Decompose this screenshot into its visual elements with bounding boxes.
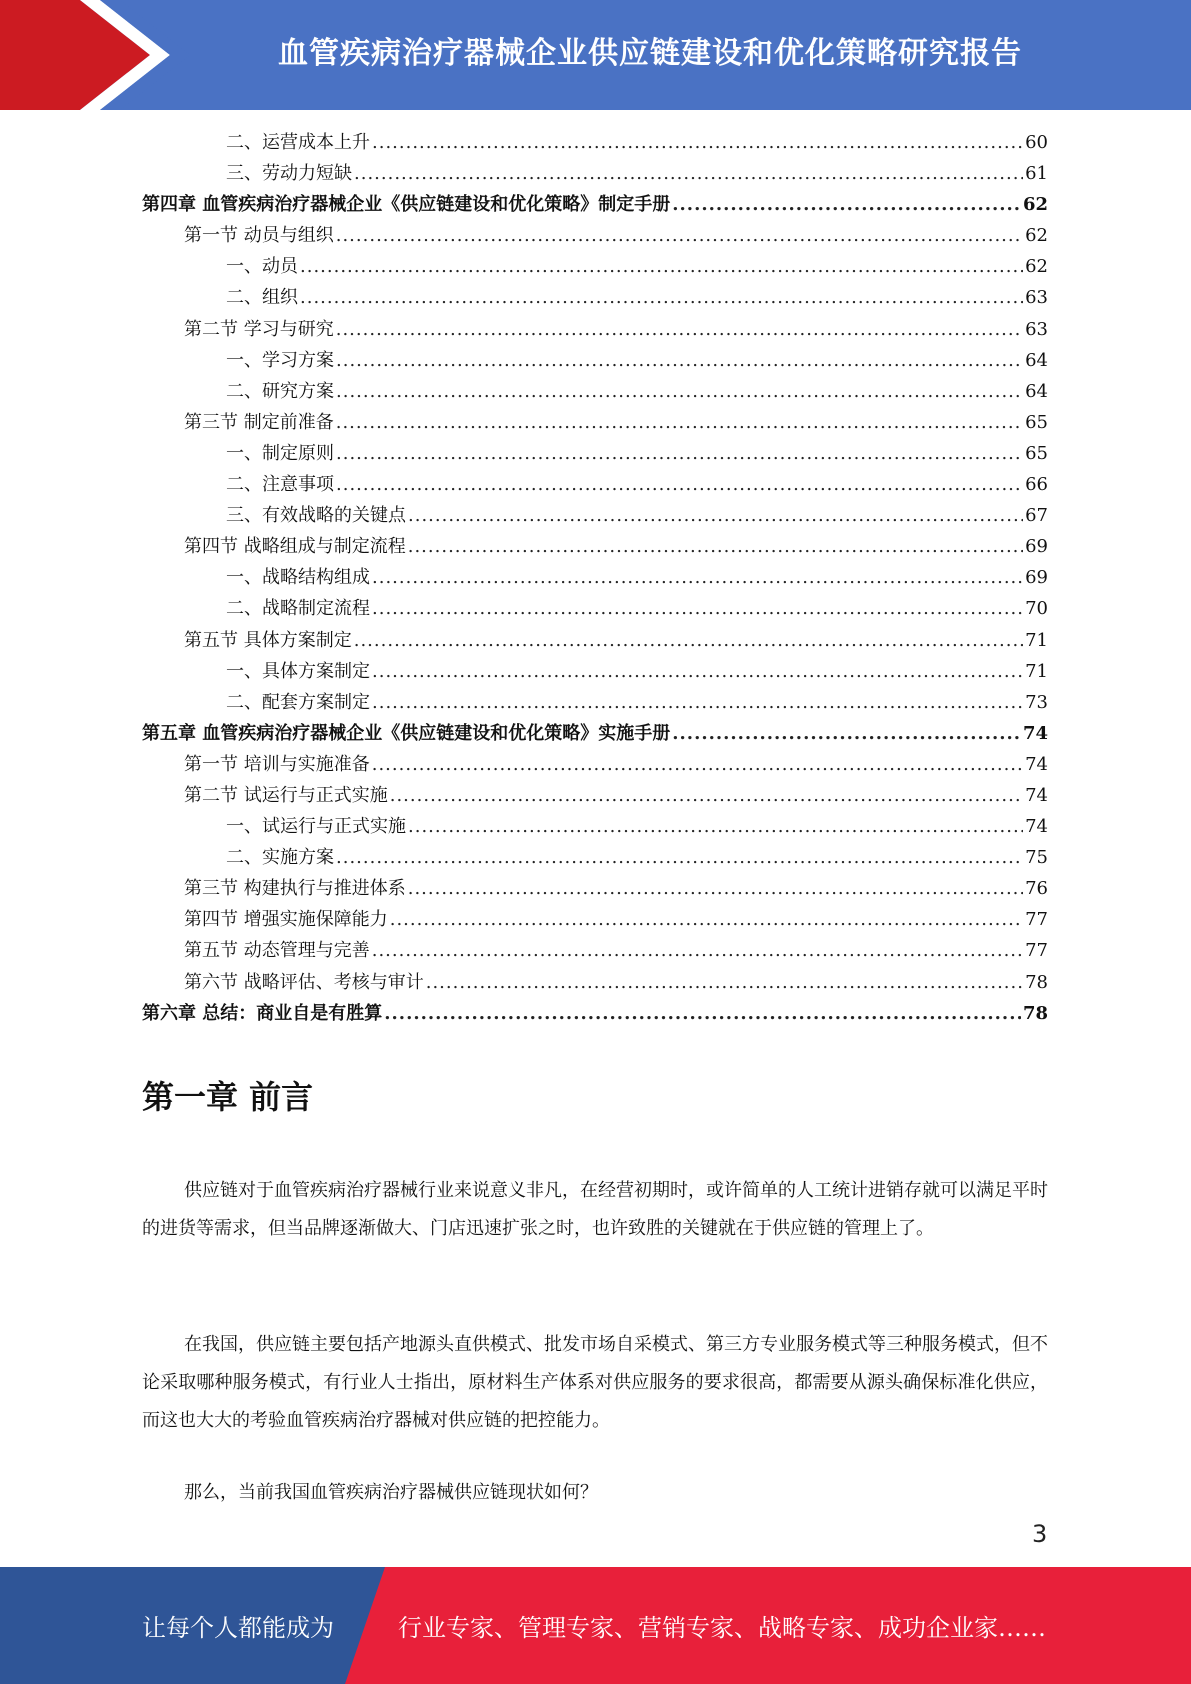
toc-entry[interactable] <box>142 377 1048 408</box>
toc-entry-page: 62 <box>1022 194 1048 216</box>
intro-paragraph-1: 供应链对于血管疾病治疗器械行业来说意义非凡，在经营初期时，或许简单的人工统计进销存就可以满足平时的进货等需求，但当品牌逐渐做大、门店迅速扩张之时，也许致胜的关键就在于供应链的管理上了。 <box>142 1180 1048 1239</box>
toc-entry-label: 第一节 培训与实施准备 <box>184 753 370 775</box>
toc-entry-label: 二、组织 <box>226 287 298 309</box>
toc-entry-page: 77 <box>1025 940 1048 962</box>
toc-entry-page: 75 <box>1025 847 1048 869</box>
toc-entry-page: 74 <box>1025 753 1048 775</box>
toc-entry-label: 第一节 动员与组织 <box>184 225 334 247</box>
toc-dot-leader <box>372 567 1023 588</box>
toc-dot-leader <box>672 194 1021 215</box>
toc-dot-leader <box>336 474 1023 495</box>
toc-entry-label: 第六节 战略评估、考核与审计 <box>184 971 424 993</box>
toc-entry-page: 64 <box>1025 349 1048 371</box>
toc-dot-leader <box>408 816 1023 837</box>
toc-entry-label: 第六章 总结：商业自是有胜算 <box>142 1002 383 1024</box>
toc-dot-leader <box>384 1003 1021 1024</box>
toc-dot-leader <box>408 505 1023 526</box>
toc-entry-label: 一、试运行与正式实施 <box>226 816 406 838</box>
toc-entry[interactable] <box>142 283 1048 314</box>
toc-entry[interactable] <box>142 750 1048 781</box>
toc-entry[interactable] <box>142 408 1048 439</box>
table-of-contents <box>142 128 1048 1030</box>
toc-entry[interactable] <box>142 781 1048 812</box>
toc-entry-label: 第五章 血管疾病治疗器械企业《供应链建设和优化策略》实施手册 <box>142 722 671 744</box>
toc-dot-leader <box>372 754 1023 775</box>
toc-entry-page: 70 <box>1025 598 1048 620</box>
toc-dot-leader <box>354 163 1023 184</box>
intro-paragraph-3: 那么，当前我国血管疾病治疗器械供应链现状如何？ <box>184 1482 598 1503</box>
toc-entry-label: 第三节 构建执行与推进体系 <box>184 878 406 900</box>
toc-entry[interactable] <box>142 470 1048 501</box>
toc-entry-page: 62 <box>1025 256 1048 278</box>
toc-dot-leader <box>372 132 1023 153</box>
toc-entry-label: 三、劳动力短缺 <box>226 163 352 185</box>
toc-entry[interactable] <box>142 221 1048 252</box>
toc-entry[interactable] <box>142 905 1048 936</box>
toc-entry-label: 二、战略制定流程 <box>226 598 370 620</box>
toc-entry-page: 63 <box>1025 287 1048 309</box>
toc-dot-leader <box>372 692 1023 713</box>
toc-dot-leader <box>390 785 1023 806</box>
toc-entry-label: 二、运营成本上升 <box>226 132 370 153</box>
toc-dot-leader <box>426 972 1023 993</box>
toc-dot-leader <box>390 909 1023 930</box>
toc-entry-label: 第四节 战略组成与制定流程 <box>184 536 406 558</box>
toc-dot-leader <box>372 598 1023 619</box>
toc-entry-page: 65 <box>1025 411 1048 433</box>
toc-dot-leader <box>300 287 1023 308</box>
toc-entry-label: 一、学习方案 <box>226 349 334 371</box>
toc-entry-page: 66 <box>1025 474 1048 496</box>
toc-dot-leader <box>408 536 1023 557</box>
toc-entry-label: 二、研究方案 <box>226 380 334 402</box>
page-number: 3 <box>1032 1520 1048 1548</box>
toc-entry-page: 71 <box>1025 660 1048 682</box>
toc-entry-page: 61 <box>1025 163 1048 185</box>
toc-entry[interactable] <box>142 346 1048 377</box>
toc-dot-leader <box>336 319 1023 340</box>
toc-entry-label: 第四章 血管疾病治疗器械企业《供应链建设和优化策略》制定手册 <box>142 194 671 216</box>
toc-entry-label: 第三节 制定前准备 <box>184 411 334 433</box>
toc-entry-label: 第四节 增强实施保障能力 <box>184 909 388 931</box>
toc-entry[interactable] <box>142 563 1048 594</box>
toc-entry-page: 64 <box>1025 380 1048 402</box>
toc-entry-label: 第五节 具体方案制定 <box>184 629 352 651</box>
toc-dot-leader <box>300 256 1023 277</box>
toc-entry[interactable] <box>142 594 1048 625</box>
footer-slogan-right: 行业专家、管理专家、营销专家、战略专家、成功企业家…… <box>398 1614 1046 1642</box>
toc-entry-page: 65 <box>1025 442 1048 464</box>
toc-entry[interactable] <box>142 968 1048 999</box>
toc-entry[interactable] <box>142 719 1048 750</box>
toc-entry[interactable] <box>142 999 1048 1030</box>
toc-entry-page: 74 <box>1022 722 1048 744</box>
toc-entry-label: 第五节 动态管理与完善 <box>184 940 370 962</box>
page-header <box>0 0 1191 110</box>
toc-entry-label: 一、制定原则 <box>226 442 334 464</box>
toc-dot-leader <box>336 412 1023 433</box>
toc-entry[interactable] <box>142 501 1048 532</box>
toc-entry[interactable] <box>142 936 1048 967</box>
toc-entry-page: 78 <box>1025 971 1048 993</box>
toc-dot-leader <box>372 940 1023 961</box>
toc-entry-page: 69 <box>1025 567 1048 589</box>
toc-dot-leader <box>672 723 1021 744</box>
toc-entry-label: 一、具体方案制定 <box>226 660 370 682</box>
toc-dot-leader <box>336 847 1023 868</box>
report-title: 血管疾病治疗器械企业供应链建设和优化策略研究报告 <box>278 36 1022 71</box>
toc-entry-label: 第二节 学习与研究 <box>184 318 334 340</box>
toc-entry-page: 73 <box>1025 691 1048 713</box>
toc-entry[interactable] <box>142 688 1048 719</box>
toc-entry[interactable] <box>142 439 1048 470</box>
toc-entry[interactable] <box>142 657 1048 688</box>
toc-entry-label: 一、动员 <box>226 256 298 278</box>
page-footer <box>0 1567 1191 1684</box>
toc-entry-label: 第二节 试运行与正式实施 <box>184 784 388 806</box>
toc-entry-page: 76 <box>1025 878 1048 900</box>
toc-entry[interactable] <box>142 315 1048 346</box>
toc-entry[interactable] <box>142 159 1048 190</box>
toc-entry[interactable] <box>142 190 1048 221</box>
toc-entry-page: 74 <box>1025 816 1048 838</box>
toc-dot-leader <box>372 661 1023 682</box>
toc-entry-label: 一、战略结构组成 <box>226 567 370 589</box>
toc-entry-page: 60 <box>1025 132 1048 153</box>
toc-entry-page: 62 <box>1025 225 1048 247</box>
toc-entry-page: 67 <box>1025 505 1048 527</box>
toc-entry-page: 63 <box>1025 318 1048 340</box>
toc-entry[interactable] <box>142 812 1048 843</box>
toc-entry[interactable] <box>142 874 1048 905</box>
toc-entry-label: 三、有效战略的关键点 <box>226 505 406 527</box>
toc-dot-leader <box>336 350 1023 371</box>
toc-dot-leader <box>336 381 1023 402</box>
toc-dot-leader <box>336 443 1023 464</box>
toc-entry-label: 二、实施方案 <box>226 847 334 869</box>
toc-entry[interactable] <box>142 626 1048 657</box>
intro-paragraph-2: 在我国，供应链主要包括产地源头直供模式、批发市场自采模式、第三方专业服务模式等三种服务模式，但不论采取哪种服务模式，有行业人士指出，原材料生产体系对供应服务的要求很高，都需要从源头确保标准化供应，而这也大大的考验血管疾病治疗器械对供应链的把控能力。 <box>142 1334 1048 1431</box>
toc-entry-label: 二、配套方案制定 <box>226 691 370 713</box>
toc-entry-page: 71 <box>1025 629 1048 651</box>
toc-entry[interactable] <box>142 532 1048 563</box>
toc-entry[interactable] <box>142 252 1048 283</box>
toc-entry[interactable] <box>142 843 1048 874</box>
toc-dot-leader <box>408 878 1023 899</box>
toc-entry-page: 74 <box>1025 784 1048 806</box>
toc-entry-page: 69 <box>1025 536 1048 558</box>
toc-dot-leader <box>336 225 1023 246</box>
footer-slogan-left: 让每个人都能成为 <box>142 1614 334 1642</box>
toc-entry[interactable] <box>142 128 1048 159</box>
toc-entry-label: 二、注意事项 <box>226 474 334 496</box>
toc-entry-page: 78 <box>1022 1002 1048 1024</box>
toc-entry-page: 77 <box>1025 909 1048 931</box>
toc-dot-leader <box>354 630 1023 651</box>
chapter-heading: 第一章 前言 <box>142 1078 314 1116</box>
